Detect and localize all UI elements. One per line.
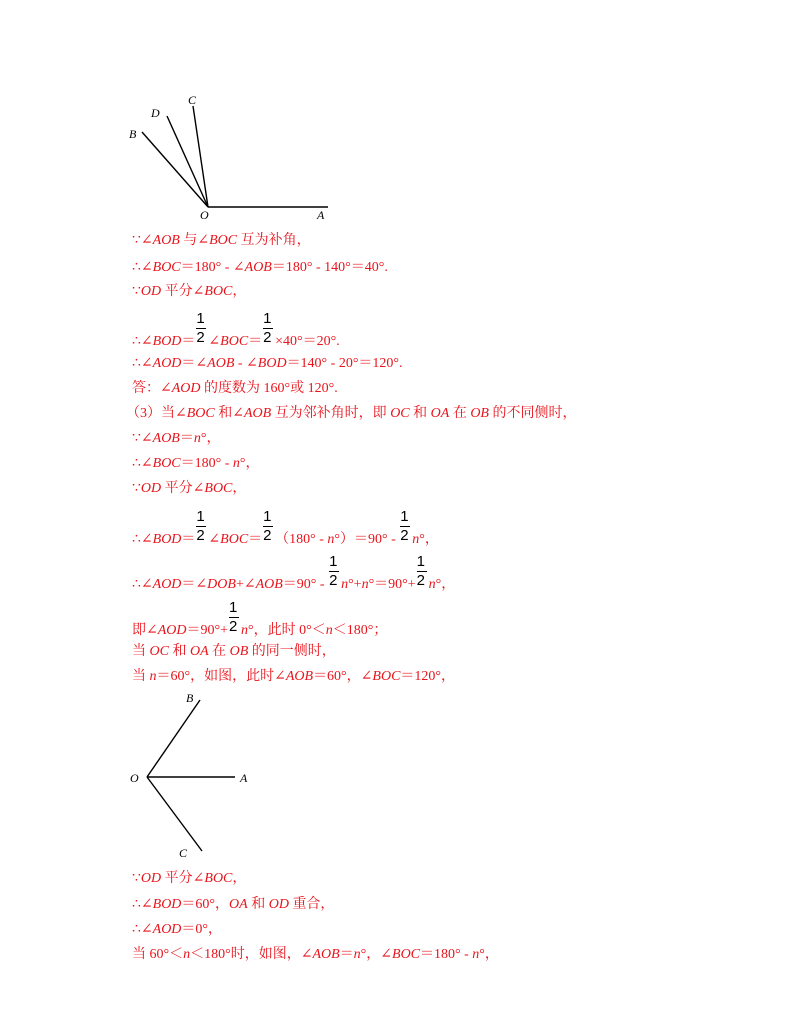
label-o: O (130, 771, 139, 785)
line-3: ∵OD 平分∠BOC， (132, 284, 247, 299)
label-a: A (317, 208, 325, 222)
line-17: ∴∠BOD＝60°，OA 和 OD 重合， (132, 897, 335, 912)
label-c: C (179, 846, 188, 860)
line-6: 答：∠AOD 的度数为 160°或 120°. (132, 381, 338, 396)
fraction-half: $\frac{1}{2}$ (196, 508, 205, 544)
label-b: B (186, 691, 194, 705)
fraction-half: $\frac{1}{2}$ (263, 310, 272, 346)
label-o: O (200, 208, 209, 222)
line-10: ∵OD 平分∠BOC， (132, 481, 247, 496)
figure-2-angle-diagram (122, 690, 262, 860)
ray-ob (147, 700, 200, 777)
line-5: ∴∠AOD＝∠AOB - ∠BOD＝140° - 20°＝120°. (132, 356, 403, 371)
line-8: ∵∠AOB＝n°， (132, 431, 221, 446)
line-1: ∵∠AOB 与∠BOC 互为补角， (132, 233, 311, 248)
label-d: D (151, 106, 160, 120)
line-9: ∴∠BOC＝180° - n°， (132, 456, 260, 471)
ray-oc (147, 777, 202, 851)
fraction-half: $\frac{1}{2}$ (416, 553, 425, 589)
line-16: ∵OD 平分∠BOC， (132, 871, 247, 886)
line-13: 即∠AOD＝90°+ $\frac{1}{2}$ n°，此时 0°＜n＜180°； (132, 599, 388, 638)
line-15: 当 n＝60°，如图，此时∠AOB＝60°，∠BOC＝120°， (132, 669, 456, 684)
line-7: （3）当∠BOC 和∠AOB 互为邻补角时，即 OC 和 OA 在 OB 的不同侧时， (126, 406, 577, 421)
line-18: ∴∠AOD＝0°， (132, 922, 223, 937)
line-4: ∴∠BOD＝ $\frac{1}{2}$ ∠BOC＝ $\frac{1}{2}$ ×40°＝20°. (132, 310, 340, 349)
line-14: 当 OC 和 OA 在 OB 的同一侧时， (132, 644, 336, 659)
label-c: C (188, 93, 197, 107)
label-b: B (129, 127, 137, 141)
fraction-half: $\frac{1}{2}$ (196, 310, 205, 346)
label-a: A (240, 771, 248, 785)
fraction-half: $\frac{1}{2}$ (329, 553, 338, 589)
line-12: ∴∠AOD＝∠DOB+∠AOB＝90° - $\frac{1}{2}$ n°+n°＝90°+ $\frac{1}{2}$ n°， (132, 553, 456, 592)
line-19: 当 60°＜n＜180°时，如图，∠AOB＝n°，∠BOC＝180° - n°， (132, 947, 499, 962)
line-11: ∴∠BOD＝ $\frac{1}{2}$ ∠BOC＝ $\frac{1}{2}$ （180° - n°）＝90° - $\frac{1}{2}$ n°， (132, 508, 439, 547)
fraction-half: $\frac{1}{2}$ (400, 508, 409, 544)
fraction-half: $\frac{1}{2}$ (229, 599, 238, 635)
figure-1-angle-diagram (120, 90, 340, 225)
fraction-half: $\frac{1}{2}$ (263, 508, 272, 544)
line-2: ∴∠BOC＝180° - ∠AOB＝180° - 140°＝40°. (132, 260, 388, 275)
